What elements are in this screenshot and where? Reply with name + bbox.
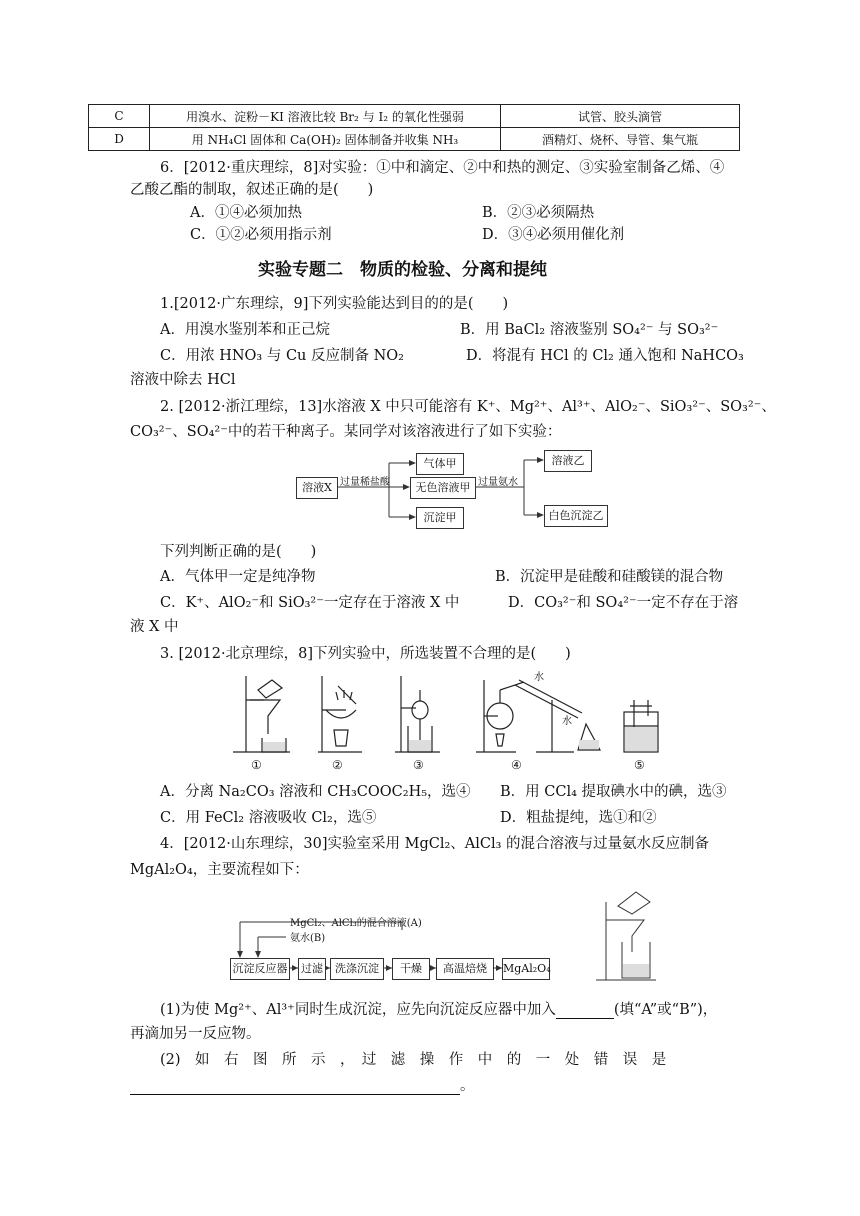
flow-box-solution-jia: 无色溶液甲: [410, 477, 476, 499]
q2-option-c: C．K⁺、AlO₂⁻和 SiO₃²⁻一定存在于溶液 X 中: [160, 595, 460, 611]
q1-option-b: B．用 BaCl₂ 溶液鉴别 SO₄²⁻ 与 SO₃²⁻: [460, 322, 719, 338]
flow-step-reactor: 沉淀反应器: [230, 958, 290, 980]
flow-label-ammonia: 过量氨水: [478, 477, 518, 488]
q2-option-a: A．气体甲一定是纯净物: [160, 569, 316, 585]
apparatus-label-3: ③: [413, 758, 424, 772]
apparatus-label-1: ①: [251, 758, 262, 772]
q1-stem: 1.[2012·广东理综，9]下列实验能达到目的的是( ): [160, 296, 509, 312]
q4-sub1-text: (1)为使 Mg²⁺、Al³⁺同时生成沉淀，应先向沉淀反应器中加入: [160, 1002, 556, 1018]
table-row: [89, 128, 740, 151]
table-cell-equipment: 酒精灯、烧杯、导管、集气瓶: [501, 128, 740, 151]
q6-stem-line1: 6．[2012·重庆理综，8]对实验：①中和滴定、②中和热的测定、③实验室制备乙烯、④: [160, 160, 725, 176]
q4-sub2-answer-blank[interactable]: [130, 1078, 460, 1095]
q2-option-d-cont: 液 X 中: [130, 619, 179, 635]
flow-input-b: 氨水(B): [290, 933, 326, 944]
q3-stem: 3. [2012·北京理综，8]下列实验中，所选装置不合理的是( ): [160, 646, 571, 662]
q2-judge: 下列判断正确的是( ): [160, 544, 317, 560]
q6-stem-line2: 乙酸乙酯的制取，叙述正确的是( ): [130, 182, 374, 198]
table-row: [89, 105, 740, 128]
flow-step-filter: 过滤: [298, 958, 326, 980]
q1-option-d-cont: 溶液中除去 HCl: [130, 372, 236, 388]
flow-label-hcl: 过量稀盐酸: [340, 477, 390, 488]
q2-option-b: B．沉淀甲是硅酸和硅酸镁的混合物: [495, 569, 724, 585]
table-cell-content: 用溴水、淀粉－KI 溶液比较 Br₂ 与 I₂ 的氧化性强弱: [150, 105, 501, 128]
q6-option-d: D．③④必须用催化剂: [482, 227, 625, 243]
apparatus-label-5: ⑤: [634, 758, 645, 772]
q6-option-c: C．①②必须用指示剂: [190, 227, 332, 243]
q3-option-b: B．用 CCl₄ 提取碘水中的碘，选③: [500, 784, 727, 800]
q4-stem-line2: MgAl₂O₄，主要流程如下：: [130, 862, 309, 878]
water-label-out: 水: [562, 716, 572, 727]
q4-stem-line1: 4．[2012·山东理综，30]实验室采用 MgCl₂、AlCl₃ 的混合溶液与过量氨水反应制备: [160, 836, 710, 852]
table-cell-letter: C: [89, 105, 150, 128]
flow-step-wash: 洗涤沉淀: [330, 958, 384, 980]
answer-table: [88, 104, 740, 151]
table-cell-letter: D: [89, 128, 150, 151]
flow-box-gas: 气体甲: [416, 453, 464, 475]
flow-step-product: MgAl₂O₄: [502, 958, 550, 980]
q4-sub1-hint: (填“A”或“B”)，: [613, 1002, 718, 1018]
q2-option-d: D．CO₃²⁻和 SO₄²⁻一定不存在于溶: [508, 595, 739, 611]
flow-box-solution-x: 溶液X: [296, 477, 338, 499]
apparatus-label-4: ④: [511, 758, 522, 772]
q3-option-a: A．分离 Na₂CO₃ 溶液和 CH₃COOC₂H₅，选④: [160, 784, 471, 800]
table-cell-equipment: 试管、胶头滴管: [501, 105, 740, 128]
flow-box-precip: 沉淀甲: [416, 507, 464, 529]
water-label-in: 水: [534, 672, 544, 683]
q4-sub1-answer-blank[interactable]: [556, 1002, 614, 1019]
flow-box-precip-yi: 白色沉淀乙: [544, 505, 608, 527]
section-title: 实验专题二 物质的检验、分离和提纯: [258, 260, 547, 280]
q1-option-a: A．用溴水鉴别苯和正己烷: [160, 322, 330, 338]
q6-option-b: B．②③必须隔热: [482, 205, 595, 221]
q4-sub2-answer: [130, 1074, 475, 1095]
q1-option-d: D．将混有 HCl 的 Cl₂ 通入饱和 NaHCO₃: [466, 348, 744, 364]
q1-option-c: C．用浓 HNO₃ 与 Cu 反应制备 NO₂: [160, 348, 404, 364]
q4-sub2-end: 。: [460, 1078, 475, 1094]
flow-input-a: MgCl₂、AlCl₃的混合溶液(A): [290, 918, 422, 929]
q4-sub1: [160, 998, 717, 1019]
flow-box-solution-yi: 溶液乙: [544, 450, 592, 472]
q2-stem-line2: CO₃²⁻、SO₄²⁻中的若干种离子。某同学对该溶液进行了如下实验：: [130, 424, 562, 440]
q6-option-a: A．①④必须加热: [190, 205, 302, 221]
q3-option-d: D．粗盐提纯，选①和②: [500, 810, 657, 826]
flow-step-calcine: 高温焙烧: [436, 958, 494, 980]
table-cell-content: 用 NH₄Cl 固体和 Ca(OH)₂ 固体制备并收集 NH₃: [150, 128, 501, 151]
q2-stem-line1: 2. [2012·浙江理综，13]水溶液 X 中只可能溶有 K⁺、Mg²⁺、Al³⁺、AlO₂⁻、SiO₃²⁻、SO₃²⁻、: [160, 399, 776, 415]
flow-step-dry: 干燥: [392, 958, 430, 980]
q3-option-c: C．用 FeCl₂ 溶液吸收 Cl₂，选⑤: [160, 810, 377, 826]
q4-sub2: (2) 如 右 图 所 示 ， 过 滤 操 作 中 的 一 处 错 误 是: [160, 1052, 667, 1068]
apparatus-label-2: ②: [332, 758, 343, 772]
q4-sub1-cont: 再滴加另一反应物。: [130, 1026, 261, 1042]
